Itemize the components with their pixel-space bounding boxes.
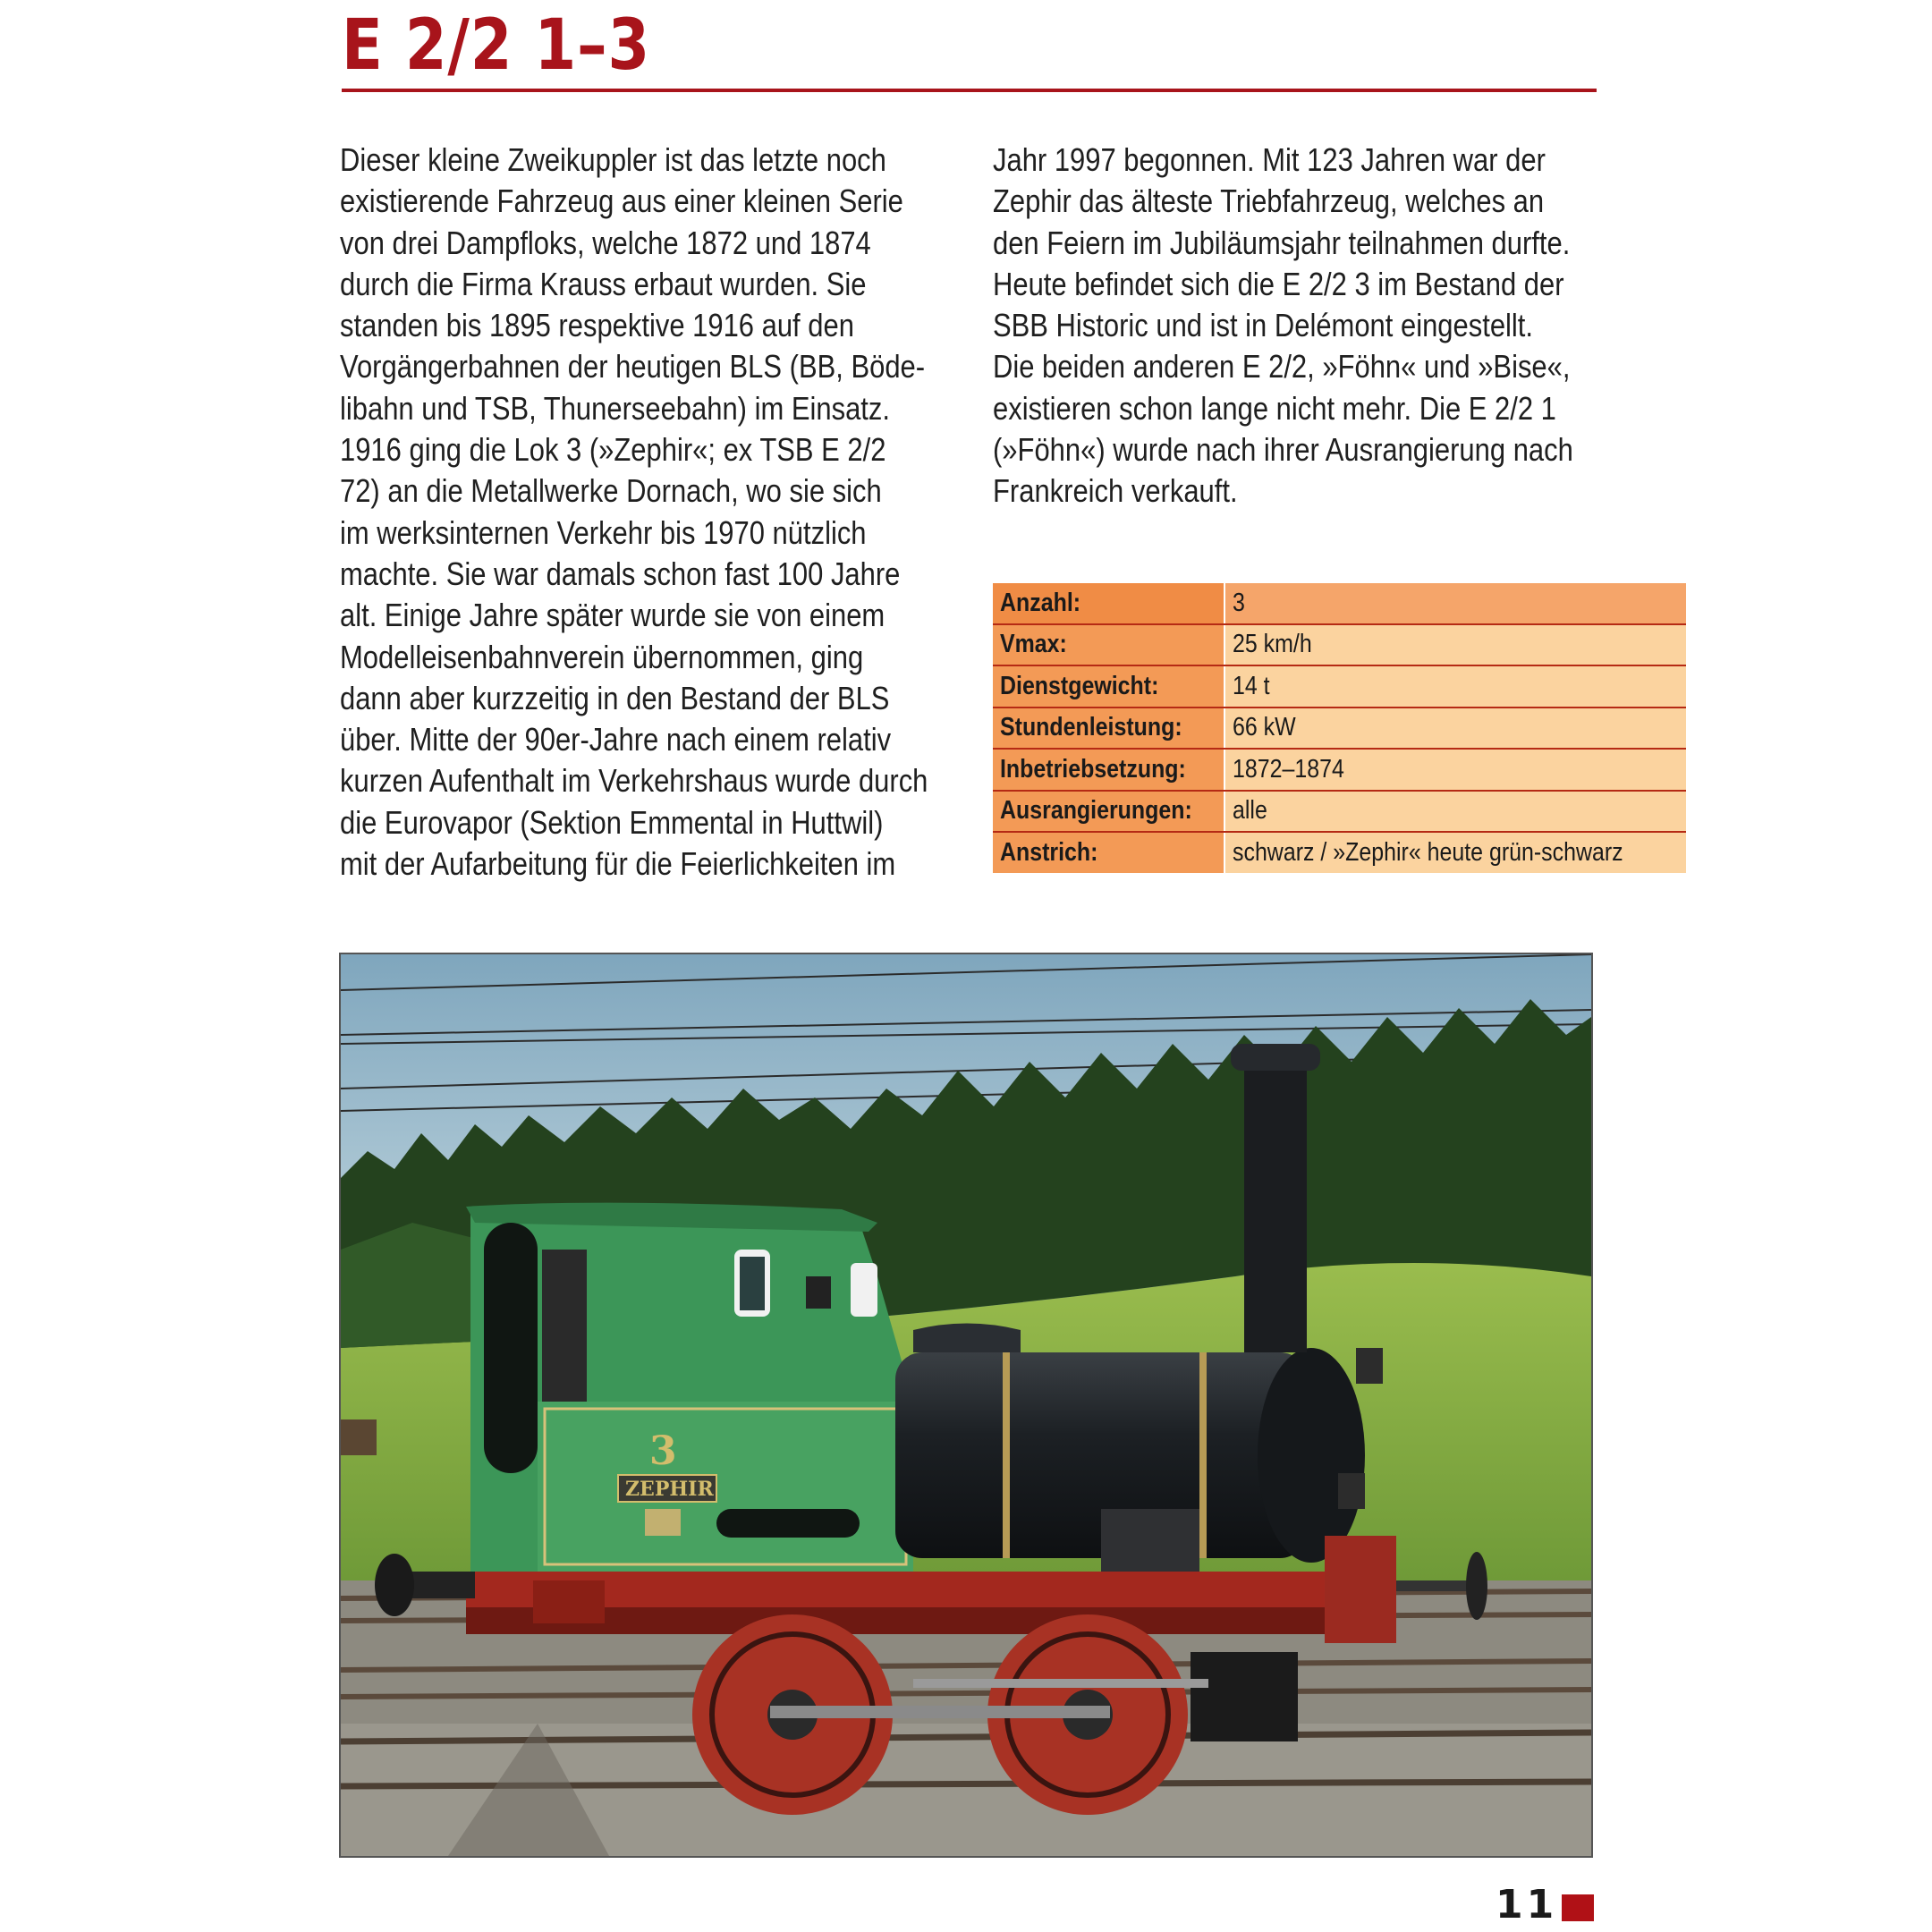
spec-value: 25 km/h [1224, 624, 1687, 666]
body-line: machte. Sie war damals schon fast 100 Jahre [340, 555, 901, 592]
body-line: im werksinternen Verkehr bis 1970 nützlich [340, 513, 867, 551]
body-line: die Eurovapor (Sektion Emmental in Huttwil) [340, 803, 884, 841]
body-line: Die beiden anderen E 2/2, »Föhn« und »Bise«, [993, 348, 1571, 386]
spec-row [993, 791, 1686, 833]
spec-value: schwarz / »Zephir« heute grün-schwarz [1224, 832, 1687, 873]
body-line: Zephir das älteste Triebfahrzeug, welches an [993, 182, 1545, 220]
title-rule [342, 89, 1597, 92]
spec-row [993, 749, 1686, 791]
page-title: E 2/2 1–3 [342, 5, 651, 86]
body-line: alt. Einige Jahre später wurde sie von einem [340, 597, 886, 634]
spec-table [993, 583, 1686, 873]
spec-label: Inbetriebsetzung: [993, 749, 1224, 791]
page-number: 11 [1496, 1882, 1558, 1928]
body-line: durch die Firma Krauss erbaut wurden. Sie [340, 265, 867, 302]
body-line: über. Mitte der 90er-Jahre nach einem relativ [340, 721, 892, 758]
spec-label: Vmax: [993, 624, 1224, 666]
spec-row [993, 708, 1686, 750]
spec-row [993, 665, 1686, 708]
body-line: Jahr 1997 begonnen. Mit 123 Jahren war der [993, 141, 1546, 178]
body-line: mit der Aufarbeitung für die Feierlichkeiten im [340, 845, 896, 883]
spec-value: 14 t [1224, 665, 1687, 708]
body-line: dann aber kurzzeitig in den Bestand der BLS [340, 679, 890, 716]
body-line: libahn und TSB, Thunerseebahn) im Einsatz. [340, 389, 890, 427]
spec-value: alle [1224, 791, 1687, 833]
body-line: den Feiern im Jubiläumsjahr teilnahmen durfte. [993, 224, 1571, 261]
body-line: kurzen Aufenthalt im Verkehrshaus wurde durch [340, 762, 928, 800]
spec-value: 66 kW [1224, 708, 1687, 750]
body-line: 1916 ging die Lok 3 (»Zephir«; ex TSB E 2/2 [340, 431, 886, 469]
spec-value: 3 [1224, 583, 1687, 624]
body-line: existierende Fahrzeug aus einer kleinen Serie [340, 182, 903, 220]
body-line: von drei Dampfloks, welche 1872 und 1874 [340, 224, 871, 261]
body-line: (»Föhn«) wurde nach ihrer Ausrangierung nach [993, 431, 1573, 469]
body-line: 72) an die Metallwerke Dornach, wo sie sich [340, 472, 882, 510]
page-marker [1562, 1894, 1594, 1921]
nameplate: ZEPHIR [625, 1478, 714, 1501]
cab-number: 3 [649, 1428, 677, 1474]
spec-row [993, 583, 1686, 624]
spec-label: Dienstgewicht: [993, 665, 1224, 708]
body-line: Dieser kleine Zweikuppler ist das letzte noch [340, 141, 886, 178]
spec-label: Stundenleistung: [993, 708, 1224, 750]
spec-label: Anzahl: [993, 583, 1224, 624]
body-line: standen bis 1895 respektive 1916 auf den [340, 307, 854, 344]
body-text-left-column [340, 140, 928, 885]
body-text-right-column [993, 140, 1573, 513]
spec-label: Ausrangierungen: [993, 791, 1224, 833]
spec-label: Anstrich: [993, 832, 1224, 873]
body-line: Frankreich verkauft. [993, 472, 1238, 510]
spec-row [993, 832, 1686, 873]
body-line: Modelleisenbahnverein übernommen, ging [340, 638, 864, 675]
body-line: existieren schon lange nicht mehr. Die E 2/2 1 [993, 389, 1556, 427]
body-line: SBB Historic und ist in Delémont eingestellt. [993, 307, 1534, 344]
spec-row [993, 624, 1686, 666]
body-line: Heute befindet sich die E 2/2 3 im Bestand der [993, 265, 1564, 302]
spec-value: 1872–1874 [1224, 749, 1687, 791]
locomotive-photo [339, 953, 1593, 1858]
body-line: Vorgängerbahnen der heutigen BLS (BB, Böde- [340, 348, 926, 386]
